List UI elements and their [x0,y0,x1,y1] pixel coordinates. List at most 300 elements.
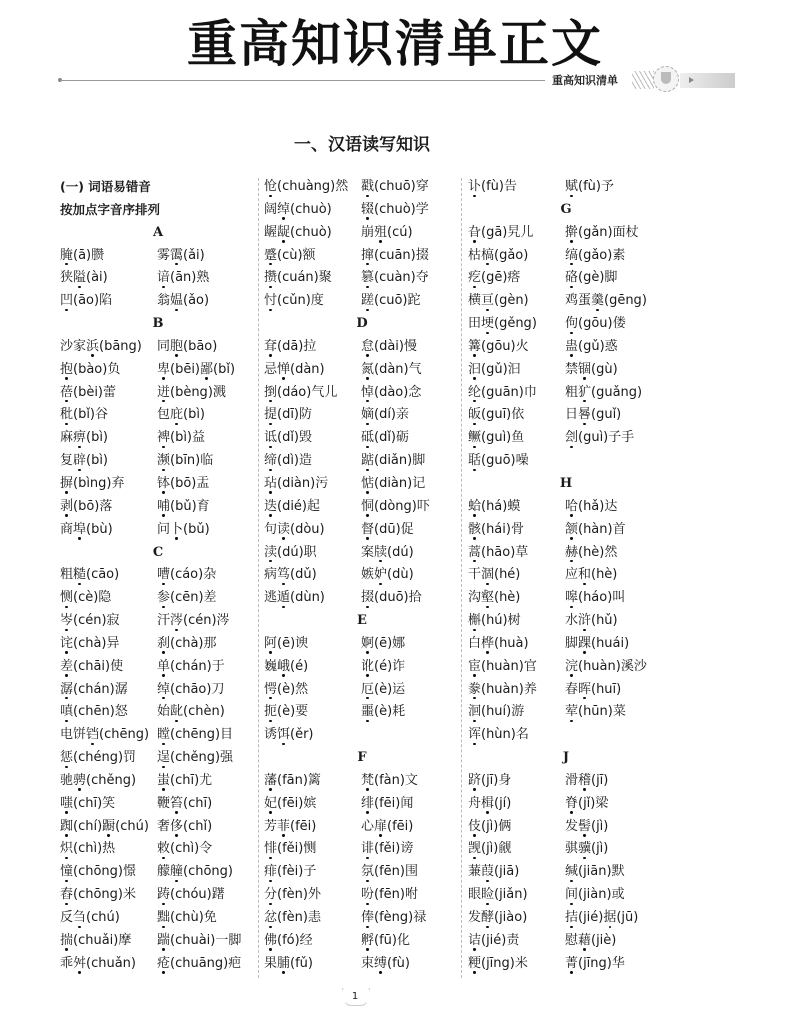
word-entry: 梵(fàn)文 [361,772,418,788]
word-entry: 眼睑(jiǎn) [468,887,528,903]
word-entry: 忌惮(dàn) [264,361,325,377]
word-row [264,770,460,793]
word-row [264,587,460,610]
word-row [468,656,664,679]
word-entry: 憧(chōng)憬 [60,864,136,880]
word-entry: 菁(jīng)华 [565,955,625,971]
word-row [264,245,460,268]
word-entry: 痱(fèi)子 [264,864,317,880]
word-entry: 渎(dú)职 [264,544,317,560]
word-row [60,587,256,610]
word-row [264,336,460,359]
word-row [264,724,460,747]
word-entry: 诱饵(ěr) [264,727,314,743]
word-row [264,450,460,473]
word-entry: 诽(fěi)谤 [361,841,414,857]
word-entry: 巍峨(é) [264,658,309,674]
word-entry: 反刍(chú) [60,910,120,925]
word-row [60,564,256,587]
word-entry: 凹(āo)陷 [60,293,113,309]
word-row [264,222,460,245]
word-entry: 黜(chù)免 [157,910,217,925]
word-entry: 荤(hūn)菜 [565,704,626,720]
word-row [264,519,460,542]
word-entry: 婀(ē)娜 [361,635,406,651]
letter-heading: G [560,201,572,217]
word-entry: 扼(è)要 [264,704,309,720]
word-row [264,656,460,679]
word-entry: 赋(fù)予 [565,179,614,194]
word-row [468,953,664,976]
word-row [468,564,664,587]
word-entry: 蚩(chī)尤 [157,772,213,788]
word-row [468,701,664,724]
word-entry: 束缚(fù) [361,955,410,971]
word-entry: 怠(dài)慢 [361,338,417,354]
letter-heading: B [152,316,164,332]
word-row [468,793,664,816]
word-entry: 捯(dáo)气儿 [264,384,338,400]
word-entry: 玷(diàn)污 [264,475,329,491]
word-entry: 粳(jīng)米 [468,955,528,971]
word-entry: 洄(huí)游 [468,704,525,720]
word-entry: 踹(chuài)一脚 [157,932,242,948]
word-entry: 果脯(fǔ) [264,955,313,971]
word-entry: 佛(fó)经 [264,932,313,948]
word-row [468,290,664,313]
word-row [468,427,664,450]
word-entry: 诨(hùn)名 [468,727,529,743]
word-row [264,473,460,496]
word-entry: 藩(fān)篱 [264,772,321,788]
word-row [60,816,256,839]
word-row [60,610,256,633]
word-entry: 刽(guì)子手 [565,430,635,446]
word-entry: 蛤(há)蟆 [468,498,521,514]
word-entry: 慰藉(jiè) [565,932,617,948]
word-entry: 春晖(huī) [565,681,622,697]
word-entry: 剥(bō)落 [60,498,113,514]
word-entry: 嫡(dí)亲 [361,407,410,423]
word-row [60,930,256,953]
word-entry: 单(chán)于 [157,658,225,674]
word-entry: 攒(cuán)聚 [264,270,332,286]
word-entry: 逞(chěng)强 [157,750,234,766]
word-entry: 擀(gǎn)面杖 [565,224,639,240]
word-row [60,838,256,861]
word-entry: 骸(hái)骨 [468,521,524,537]
word-entry: 嗥(háo)叫 [565,590,626,606]
word-row [60,724,256,747]
word-entry: 愕(è)然 [264,681,309,697]
word-entry: 忿(fèn)恚 [264,910,321,925]
word-entry: 芳菲(fēi) [264,818,317,834]
word-entry: 岑(cén)寂 [60,613,120,629]
word-row [468,542,664,565]
word-row [264,679,460,702]
word-entry: 汩(gǔ)汩 [468,361,521,377]
word-entry: 水浒(hǔ) [565,613,618,629]
word-entry: 伎(jì)俩 [468,818,512,834]
word-entry: 日晷(guǐ) [565,407,622,423]
word-entry: 蓓(bèi)蕾 [60,384,117,400]
word-row [60,450,256,473]
word-entry: 阿(ē)谀 [264,635,309,651]
word-row [60,953,256,976]
word-row [264,861,460,884]
word-row [264,838,460,861]
word-entry: 差(chāi)使 [60,658,124,674]
word-entry: 哈(hǎ)达 [565,498,618,514]
word-entry: 抱(bào)负 [60,361,121,377]
word-entry: 旮(gā)旯儿 [468,224,534,240]
word-entry: 濒(bīn)临 [157,453,214,469]
word-row [60,519,256,542]
word-row [60,427,256,450]
word-entry: 蒹葭(jiā) [468,864,520,880]
word-row [264,176,460,199]
word-row [264,267,460,290]
word-entry: 潺(chán)潺 [60,681,128,697]
word-entry: 聒(guō)噪 [468,453,529,469]
word-entry: 佝(gōu)偻 [565,316,626,332]
word-row [468,382,664,405]
word-row [264,633,460,656]
word-row [468,724,664,747]
word-entry: 俸(fèng)禄 [361,910,427,925]
word-entry: 参(cēn)差 [157,590,217,606]
section-title: 一、汉语读写知识 [294,135,430,155]
decorative-stripes [632,71,654,89]
letter-heading: H [559,475,573,491]
word-entry: 颔(hàn)首 [565,521,626,537]
word-row [468,336,664,359]
word-entry: 脚踝(huái) [565,635,630,651]
word-entry: 雾霭(ǎi) [157,247,205,263]
word-entry: 心扉(fēi) [361,818,414,834]
running-title: 重高知识清单 [552,74,618,87]
word-row [60,770,256,793]
word-entry: 包庇(bì) [157,407,206,423]
word-row [60,747,256,770]
word-entry: 舂(chōng)米 [60,887,136,903]
word-entry: 电饼铛(chēng) [60,727,150,743]
word-entry: 禁锢(gù) [565,361,618,377]
word-entry: 惩(chéng)罚 [60,750,137,766]
word-entry: 砥(dǐ)砺 [361,430,410,446]
word-row [468,404,664,427]
word-entry: 间(jiàn)或 [565,887,625,903]
word-entry: 督(dū)促 [361,521,414,537]
word-row [468,816,664,839]
word-row [468,245,664,268]
word-entry: 病笃(dǔ) [264,567,317,583]
word-row [468,267,664,290]
word-row [264,496,460,519]
word-entry: 沙家浜(bāng) [60,338,142,354]
subsection-heading: (一) 词语易错音 [60,179,151,194]
word-entry: 摒(bìng)弃 [60,475,125,491]
letter-heading: C [152,544,164,560]
word-entry: 恫(dòng)吓 [361,498,430,514]
word-entry: 奢侈(chǐ) [157,818,213,834]
word-row [468,450,664,473]
word-row [60,382,256,405]
word-row [264,930,460,953]
word-entry: 腌(ā)臜 [60,247,105,263]
word-entry: 分(fèn)外 [264,887,321,903]
word-row [60,793,256,816]
word-entry: 狭隘(ài) [60,270,108,286]
word-entry: 妃(fēi)嫔 [264,795,317,811]
word-row [264,953,460,976]
word-row [468,884,664,907]
word-entry: 疮(chuāng)疤 [157,955,242,971]
word-entry: 崩殂(cú) [361,224,413,240]
word-row [60,656,256,679]
word-entry: 硌(gè)脚 [565,270,618,286]
word-entry: 阔绰(chuò) [264,201,332,217]
column-2 [264,176,460,976]
word-entry: 龌龊(chuò) [264,224,332,240]
word-entry: 踮(diǎn)脚 [361,453,426,469]
word-row [468,519,664,542]
word-entry: 应和(hè) [565,567,618,583]
word-entry: 皈(guī)依 [468,407,525,423]
word-row [60,473,256,496]
word-entry: 复辟(bì) [60,453,109,469]
word-entry: 问卜(bǔ) [157,521,210,537]
word-entry: 氛(fēn)围 [361,864,418,880]
page-number: 1 [340,986,370,1008]
word-entry: 缟(gǎo)素 [565,247,626,263]
word-entry: 纶(guān)巾 [468,384,537,400]
word-row [468,679,664,702]
word-entry: 发髻(jì) [565,818,609,834]
word-entry: 白桦(huà) [468,635,529,651]
word-row [468,838,664,861]
word-entry: 觊(jì)觎 [468,841,512,857]
word-entry: 掇(duō)拾 [361,590,422,606]
word-entry: 厄(è)运 [361,681,406,697]
word-entry: 始龀(chèn) [157,704,225,720]
letter-heading: F [357,750,367,766]
word-entry: 粗糙(cāo) [60,567,120,583]
word-entry: 裨(bì)益 [157,430,206,446]
word-row [468,496,664,519]
word-entry: 拮(jié)据(jū) [565,910,639,925]
word-row [264,427,460,450]
word-entry: 逃遁(dùn) [264,590,325,606]
word-entry: 横亘(gèn) [468,293,529,309]
word-row [264,199,460,222]
word-entry: 汗涔(cén)涔 [157,613,230,629]
word-entry: 案牍(dú) [361,544,414,560]
word-entry: 篡(cuàn)夺 [361,270,429,286]
column-divider [461,178,462,978]
word-entry: 发酵(jiào) [468,910,528,925]
word-entry: 嗤(chī)笑 [60,795,116,811]
word-entry: 篝(gōu)火 [468,338,529,354]
word-entry: 怆(chuàng)然 [264,179,349,194]
word-entry: 缔(dì)造 [264,453,313,469]
word-row [60,701,256,724]
word-entry: 跻(jī)身 [468,772,512,788]
word-entry: 缄(jiān)默 [565,864,625,880]
word-entry: 蒿(hāo)草 [468,544,529,560]
word-entry: 炽(chì)热 [60,841,116,857]
word-entry: 耷(dā)拉 [264,338,317,354]
word-row [264,382,460,405]
word-entry: 忖(cǔn)度 [264,293,324,309]
letter-heading: J [562,750,570,766]
word-entry: 讣(fù)告 [468,179,517,194]
word-entry: 诘(jié)责 [468,932,520,948]
word-entry: 诧(chà)异 [60,635,120,651]
trophy-emblem-icon [653,66,679,92]
word-entry: 悱(fěi)恻 [264,841,317,857]
word-entry: 粗犷(guǎng) [565,384,643,400]
word-entry: 田埂(gěng) [468,316,537,332]
word-row [60,496,256,519]
column-1 [60,176,256,976]
word-row [468,313,664,336]
word-entry: 谙(ān)熟 [157,270,210,286]
word-entry: 嫉妒(dù) [361,567,414,583]
word-row [60,290,256,313]
word-row [468,633,664,656]
word-entry: 卑(bēi)鄙(bǐ) [157,361,236,377]
subsection-heading: 按加点字音序排列 [60,201,161,217]
word-row [60,404,256,427]
word-entry: 瞠(chēng)目 [157,727,234,743]
word-entry: 撺(cuān)掇 [361,247,429,263]
word-entry: 宦(huàn)官 [468,658,537,674]
word-entry: 干涸(hé) [468,567,521,583]
word-row [264,793,460,816]
word-entry: 踟(chí)蹰(chú) [60,818,149,834]
word-entry: 翁媪(ǎo) [157,293,210,309]
word-entry: 同胞(bāo) [157,338,218,354]
word-entry: 嘈(cáo)杂 [157,567,217,583]
word-row [468,770,664,793]
word-entry: 赫(hè)然 [565,544,618,560]
word-entry: 鸡蛋羹(gēng) [565,293,647,309]
word-entry: 绰(chāo)刀 [157,681,225,697]
column-3 [468,176,664,976]
word-entry: 脊(jǐ)梁 [565,795,609,811]
word-entry: 辍(chuò)学 [361,201,429,217]
word-entry: 钵(bō)盂 [157,475,210,491]
word-entry: 惦(diàn)记 [361,475,426,491]
word-row [60,359,256,382]
word-entry: 揣(chuǎi)摩 [60,932,132,948]
word-entry: 迸(bèng)溅 [157,384,226,400]
word-entry: 戳(chuō)穿 [361,179,429,194]
word-entry: 鞭笞(chī) [157,795,213,811]
word-row [60,679,256,702]
word-entry: 嗔(chēn)怒 [60,704,128,720]
word-entry: 枯槁(gǎo) [468,247,529,263]
word-row [264,290,460,313]
word-row [264,359,460,382]
word-row [468,930,664,953]
page-title: 重高知识清单正文 [187,15,603,73]
word-row [264,816,460,839]
word-entry: 诋(dǐ)毁 [264,430,313,446]
word-entry: 敕(chì)令 [157,841,213,857]
word-entry: 恻(cè)隐 [60,590,112,606]
word-entry: 浣(huàn)溪沙 [565,658,647,674]
word-entry: 艨艟(chōng) [157,864,233,880]
word-row [468,359,664,382]
word-entry: 哺(bǔ)育 [157,498,210,514]
word-entry: 鳜(guì)鱼 [468,430,525,446]
word-entry: 提(dī)防 [264,407,313,423]
word-entry: 踌(chóu)躇 [157,887,225,903]
word-row [60,884,256,907]
word-row [468,610,664,633]
word-entry: 绯(fēi)闻 [361,795,414,811]
word-row [264,564,460,587]
word-entry: 句读(dòu) [264,521,325,537]
word-row [264,701,460,724]
word-entry: 舟楫(jí) [468,795,512,811]
word-entry: 滑稽(jī) [565,772,609,788]
word-row [264,884,460,907]
word-entry: 吩(fēn)咐 [361,887,418,903]
word-entry: 疙(gē)瘩 [468,270,521,286]
word-row [264,542,460,565]
column-divider [258,178,259,978]
word-row [60,336,256,359]
word-row [60,267,256,290]
word-entry: 刹(chà)那 [157,635,217,651]
word-entry: 蹙(cù)额 [264,247,316,263]
word-entry: 讹(é)诈 [361,658,406,674]
word-entry: 迭(dié)起 [264,498,321,514]
word-row [60,861,256,884]
word-row [468,587,664,610]
word-entry: 商埠(bù) [60,521,113,537]
word-entry: 氮(dàn)气 [361,361,422,377]
word-entry: 槲(hú)树 [468,613,521,629]
word-row [60,245,256,268]
word-entry: 悼(dào)念 [361,384,422,400]
word-row [468,222,664,245]
word-entry: 豢(huàn)养 [468,681,537,697]
word-row [264,404,460,427]
letter-heading: E [357,613,367,629]
word-entry: 蛊(gǔ)惑 [565,338,618,354]
word-row [468,176,664,199]
word-entry: 驰骋(chěng) [60,772,137,788]
word-entry: 噩(è)耗 [361,704,406,720]
letter-heading: A [152,224,164,240]
word-row [468,907,664,930]
word-entry: 乖舛(chuǎn) [60,955,136,971]
word-row [60,633,256,656]
word-entry: 骐骥(jì) [565,841,609,857]
word-row [468,861,664,884]
word-row [264,907,460,930]
word-entry: 麻痹(bì) [60,430,109,446]
word-entry: 孵(fū)化 [361,932,410,948]
header-rule [60,80,545,81]
letter-heading: D [356,316,368,332]
word-entry: 沟壑(hè) [468,590,521,606]
word-entry: 蹉(cuō)跎 [361,293,421,309]
